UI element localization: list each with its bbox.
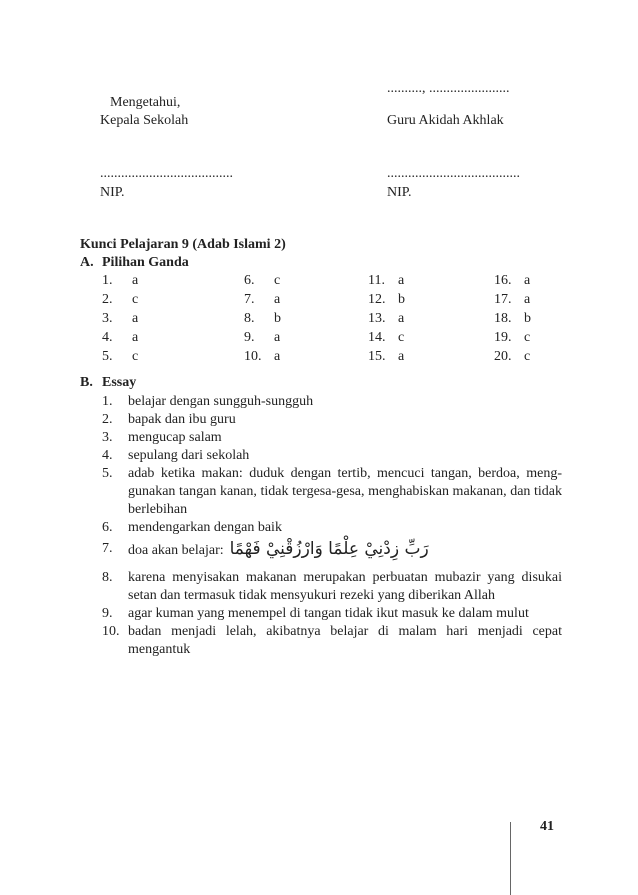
mc-letter: a (524, 273, 531, 288)
mc-answer-20 (494, 348, 554, 366)
mc-letter: c (524, 349, 531, 364)
mc-letter: b (274, 311, 281, 326)
mc-answer-11 (368, 272, 428, 290)
footer-divider (510, 822, 511, 895)
mc-answer-4 (102, 329, 162, 347)
mc-number: 16. (494, 273, 512, 288)
mc-answer-12 (368, 291, 428, 309)
mc-letter: c (524, 330, 531, 345)
mc-number: 20. (494, 349, 512, 364)
mc-answer-2 (102, 291, 162, 309)
mc-number: 8. (244, 311, 255, 326)
mc-answer-8 (244, 310, 304, 328)
mc-answer-13 (368, 310, 428, 328)
mc-number: 14. (368, 330, 386, 345)
mc-answer-9 (244, 329, 304, 347)
mc-number: 4. (102, 330, 113, 345)
guru-label: Guru Akidah Akhlak (387, 113, 504, 128)
mc-number: 18. (494, 311, 512, 326)
mc-letter: a (274, 349, 281, 364)
mc-number: 12. (368, 292, 386, 307)
mc-letter: c (132, 292, 139, 307)
mc-answer-3 (102, 310, 162, 328)
essay-7-text: doa akan belajar: (128, 543, 224, 558)
mc-answer-17 (494, 291, 554, 309)
page-number: 41 (540, 819, 554, 834)
mc-answer-5 (102, 348, 162, 366)
mc-answer-7 (244, 291, 304, 309)
mc-answer-15 (368, 348, 428, 366)
section-a-title: Pilihan Ganda (102, 255, 189, 270)
right-signature-dots: ...................................... (387, 166, 520, 181)
mc-letter: b (524, 311, 531, 326)
section-a-label: A. (80, 255, 94, 270)
left-nip: NIP. (100, 185, 125, 200)
arabic-prayer: رَبِّ زِدْنِيْ عِلْمًا وَارْزُقْنِيْ فَهْمًا (229, 539, 429, 559)
mc-number: 10. (244, 349, 262, 364)
mc-letter: a (132, 311, 139, 326)
mc-letter: a (132, 330, 139, 345)
mc-letter: a (132, 273, 139, 288)
mc-letter: c (132, 349, 139, 364)
mc-answer-1 (102, 272, 162, 290)
mc-letter: c (274, 273, 281, 288)
mc-number: 11. (368, 273, 385, 288)
mc-number: 1. (102, 273, 113, 288)
mc-number: 15. (368, 349, 386, 364)
mc-number: 7. (244, 292, 255, 307)
mc-letter: c (398, 330, 405, 345)
mc-answer-14 (368, 329, 428, 347)
mc-letter: a (274, 330, 281, 345)
section-b-title: Essay (102, 375, 137, 390)
mc-letter: a (398, 349, 405, 364)
mc-letter: a (398, 311, 405, 326)
mc-letter: a (398, 273, 405, 288)
mc-number: 3. (102, 311, 113, 326)
mc-letter: a (274, 292, 281, 307)
mc-number: 6. (244, 273, 255, 288)
left-signature-dots: ...................................... (100, 166, 233, 181)
mc-number: 17. (494, 292, 512, 307)
section-b-label: B. (80, 375, 93, 390)
mc-number: 5. (102, 349, 113, 364)
mc-number: 2. (102, 292, 113, 307)
mc-letter: b (398, 292, 405, 307)
mc-letter: a (524, 292, 531, 307)
mc-number: 13. (368, 311, 386, 326)
right-nip: NIP. (387, 185, 412, 200)
mc-number: 9. (244, 330, 255, 345)
lesson-key-heading: Kunci Pelajaran 9 (Adab Islami 2) (80, 237, 286, 252)
mc-answer-18 (494, 310, 554, 328)
mc-answer-16 (494, 272, 554, 290)
mc-answer-19 (494, 329, 554, 347)
place-date-line: .........., ....................... (387, 81, 510, 96)
mc-answer-6 (244, 272, 304, 290)
mc-number: 19. (494, 330, 512, 345)
kepala-sekolah-label: Kepala Sekolah (100, 113, 189, 128)
mengetahui-label: Mengetahui, (110, 95, 181, 110)
mc-answer-10 (244, 348, 304, 366)
